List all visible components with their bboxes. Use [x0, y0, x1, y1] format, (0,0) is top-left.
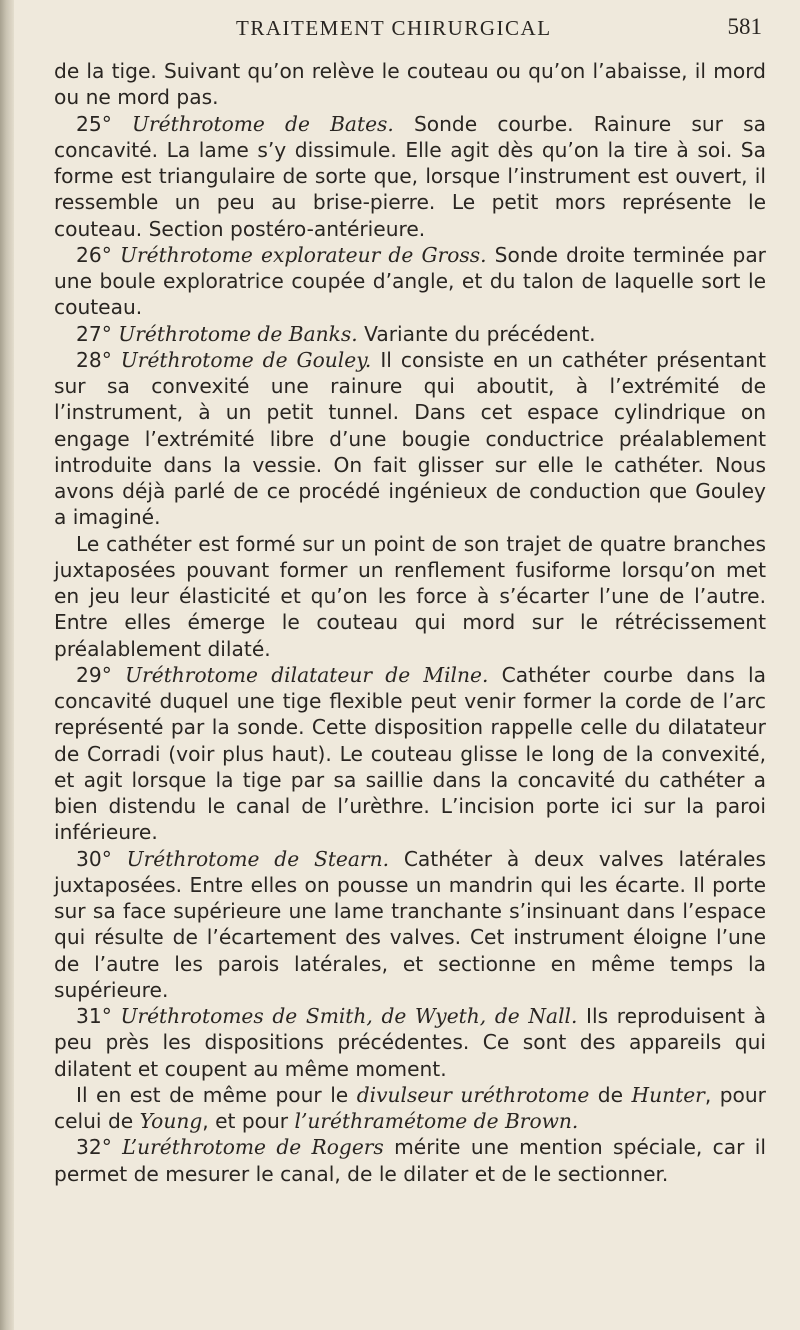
- text-run: 26°: [76, 242, 120, 267]
- italic-term: Uréthrotome de Banks.: [118, 321, 358, 346]
- text-run: Il en est de même pour le: [76, 1082, 357, 1107]
- text-run: 27°: [76, 321, 119, 346]
- italic-term: Uréthrotome explorateur de Gross.: [119, 242, 487, 267]
- text-run: 29°: [76, 662, 126, 687]
- text-run: 31°: [76, 1004, 121, 1028]
- italic-term: Uréthrotome dilatateur de Milne.: [125, 662, 489, 687]
- italic-term: l’uréthramétome de Brown.: [294, 1109, 579, 1133]
- italic-term: Uréthrotome de Stearn.: [126, 846, 389, 871]
- paragraph: [54, 846, 766, 1004]
- text-run: 25°: [76, 111, 132, 136]
- paragraph: [54, 111, 766, 242]
- italic-term: Young: [139, 1109, 203, 1133]
- paragraph: [54, 1082, 766, 1135]
- paragraph: [54, 662, 766, 846]
- italic-term: divulseur uréthrotome: [356, 1082, 590, 1107]
- text-run: Le cathéter est formé sur un point de son trajet de quatre branches juxtaposées pouvant former un renflement fusiforme lorsqu’on met en jeu leur élasticité et qu’on les force à s’écarter l’une de l’autre. Entre elles émerge le couteau qui mord sur le rétrécissement préalablement dilaté.: [54, 531, 766, 661]
- paragraph: [54, 347, 766, 531]
- text-run: 28°: [76, 347, 121, 372]
- page-number: 581: [727, 14, 762, 39]
- text-run: Cathéter à deux valves latérales juxtaposées. Entre elles on pousse un mandrin qui les écarte. Il porte sur sa face supérieure une lame tranchante s’insinuant dans l’espace qui résulte de l’écartement des valves. Cet instrument éloigne l’une de l’autre les parois latérales, et sectionne en même temps la supérieure.: [54, 846, 766, 1002]
- paragraph: [54, 321, 766, 347]
- italic-term: Uréthrotome de Gouley.: [120, 347, 372, 372]
- text-run: de la tige. Suivant qu’on relève le couteau ou qu’on l’abaisse, il mord ou ne mord pas.: [54, 59, 766, 110]
- text-run: Sonde droite terminée par une boule exploratrice coupée d’angle, et du talon de laquelle sort le couteau.: [54, 242, 766, 320]
- paragraph: [54, 531, 766, 662]
- paragraph: [54, 242, 766, 321]
- text-run: Sonde courbe. Rainure sur sa concavité. La lame s’y dissimule. Elle agit dès qu’on la tire à soi. Sa forme est triangulaire de sorte que, lorsque l’instrument est ouvert, il ressemble un peu au brise-pierre. Le petit mors représente le couteau. Section postéro-antérieure.: [54, 111, 767, 241]
- text-run: Cathéter courbe dans la concavité duquel une tige flexible peut venir former la corde de l’arc représenté par la sonde. Cette disposition rappelle celle du dilatateur de Corradi (voir plus haut). Le couteau glisse le long de la convexité, et agit lorsque la tige par sa saillie dans la concavité du cathéter a bien distendu le canal de l’urèthre. L’incision porte ici sur la paroi inférieure.: [54, 662, 767, 845]
- text-run: mérite une mention spéciale, car il permet de mesurer le canal, de le dilater et de le sectionner.: [54, 1135, 767, 1186]
- text-run: , et pour: [202, 1109, 295, 1133]
- text-run: 32°: [76, 1135, 123, 1160]
- text-run: 30°: [76, 846, 127, 871]
- text-run: Variante du précédent.: [357, 321, 596, 346]
- page-spine-shadow: [0, 0, 14, 1330]
- text-run: de: [589, 1082, 632, 1107]
- italic-term: Uréthrotome de Bates.: [131, 111, 394, 136]
- text-run: , pour celui de: [54, 1082, 766, 1133]
- page-header: [52, 12, 762, 42]
- italic-term: L’uréthrotome de Rogers: [122, 1135, 384, 1160]
- running-head: TRAITEMENT CHIRURGICAL: [236, 16, 552, 40]
- text-run: Il consiste en un cathéter présentant sur sa convexité une rainure qui aboutit, à l’extrémité de l’instrument, à un petit tunnel. Dans cet espace cylindrique on engage l’extrémité libre d’une bougie conductrice préalablement introduite dans la vessie. On fait glisser sur elle le cathéter. Nous avons déjà parlé de ce procédé ingénieux de conduction que Gouley a imaginé.: [54, 347, 766, 530]
- paragraph: [54, 58, 766, 111]
- paragraph: [54, 1003, 766, 1082]
- italic-term: Hunter: [631, 1082, 705, 1107]
- body-text: [54, 58, 766, 1187]
- paragraph: [54, 1134, 766, 1187]
- italic-term: Uréthrotomes de Smith, de Wyeth, de Nall.: [120, 1004, 578, 1028]
- text-run: Ils reproduisent à peu près les dispositions précédentes. Ce sont des appareils qui dilatent et coupent au même moment.: [54, 1004, 766, 1081]
